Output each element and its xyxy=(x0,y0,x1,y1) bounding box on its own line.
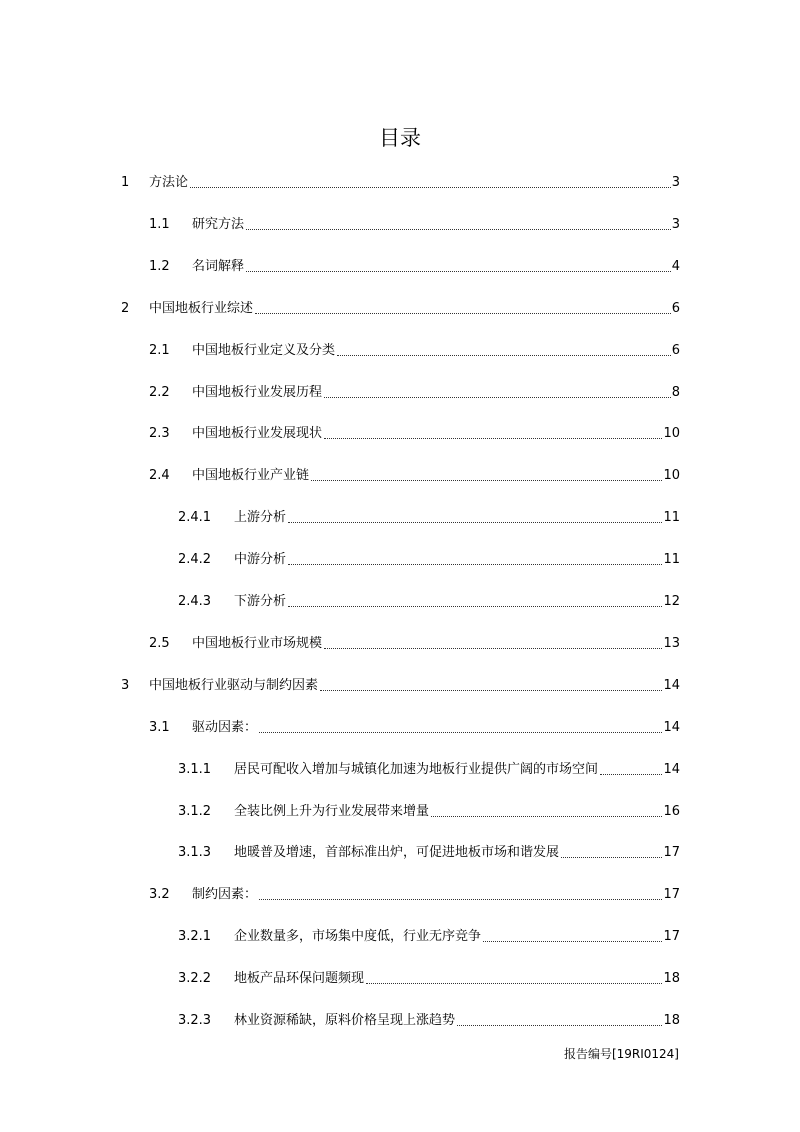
toc-entry-title: 中国地板行业驱动与制约因素 xyxy=(149,677,319,693)
page-title: 目录 xyxy=(379,126,421,150)
toc-dot-leader xyxy=(366,983,662,984)
toc-entry-page: 18 xyxy=(663,1013,680,1028)
toc-entry[interactable] xyxy=(149,715,680,737)
toc-entry-page: 14 xyxy=(663,719,680,735)
toc-dot-leader xyxy=(324,397,671,398)
toc-dot-leader xyxy=(259,899,662,900)
toc-entry-title: 林业资源稀缺，原料价格呈现上涨趋势 xyxy=(234,1013,456,1028)
toc-entry[interactable] xyxy=(178,757,680,779)
toc-entry-number: 3 xyxy=(121,677,130,693)
toc-entry[interactable] xyxy=(178,547,680,569)
toc-entry-title: 中游分析 xyxy=(234,552,287,568)
toc-entry[interactable] xyxy=(178,924,680,946)
toc-dot-leader xyxy=(320,690,662,691)
toc-dot-leader xyxy=(561,857,662,858)
toc-dot-leader xyxy=(255,313,671,314)
toc-entry-number: 2.4 xyxy=(149,468,170,484)
toc-entry-title: 下游分析 xyxy=(234,594,287,609)
toc-entry-title: 名词解释 xyxy=(192,258,245,274)
toc-entry-title: 中国地板行业发展历程 xyxy=(192,384,323,400)
toc-entry-number: 2.5 xyxy=(149,635,170,651)
toc-dot-leader xyxy=(190,187,671,188)
toc-dot-leader xyxy=(288,606,662,607)
toc-entry-number: 2.3 xyxy=(149,426,170,442)
toc-entry-number: 3.1.1 xyxy=(178,761,212,777)
toc-entry[interactable] xyxy=(121,170,680,192)
toc-entry[interactable] xyxy=(149,212,680,234)
toc-entry[interactable] xyxy=(178,840,680,862)
toc-entry-page: 6 xyxy=(671,300,680,316)
toc-entry-title: 全装比例上升为行业发展带来增量 xyxy=(234,803,430,819)
toc-entry-page: 11 xyxy=(663,552,680,568)
toc-entry[interactable] xyxy=(178,799,680,821)
toc-entry[interactable] xyxy=(121,296,680,318)
toc-dot-leader xyxy=(457,1025,662,1026)
toc-entry-title: 中国地板行业定义及分类 xyxy=(192,342,336,358)
toc-entry[interactable] xyxy=(178,966,680,988)
toc-entry-page: 18 xyxy=(663,971,680,987)
toc-entry-title: 中国地板行业产业链 xyxy=(192,468,310,484)
toc-entry-page: 14 xyxy=(663,761,680,777)
toc-entry-number: 3.2.3 xyxy=(178,1013,212,1028)
toc-entry-page: 3 xyxy=(671,216,680,232)
toc-entry[interactable] xyxy=(149,254,680,276)
toc-entry-title: 中国地板行业发展现状 xyxy=(192,426,323,442)
toc-dot-leader xyxy=(288,522,662,523)
toc-entry[interactable] xyxy=(178,505,680,527)
toc-entry-page: 11 xyxy=(663,510,680,526)
toc-entry-number: 1.2 xyxy=(149,258,170,274)
toc-entry-page: 12 xyxy=(663,594,680,609)
toc-dot-leader xyxy=(259,732,662,733)
toc-entry-title: 居民可配收入增加与城镇化加速为地板行业提供广阔的市场空间 xyxy=(234,761,599,777)
toc-entry-number: 2.1 xyxy=(149,342,170,358)
toc-dot-leader xyxy=(431,816,662,817)
toc-dot-leader xyxy=(288,564,662,565)
toc-entry-number: 3.2.2 xyxy=(178,971,212,987)
toc-entry[interactable] xyxy=(149,380,680,402)
toc-entry[interactable] xyxy=(149,338,680,360)
toc-entry-number: 2.4.2 xyxy=(178,552,212,568)
toc-entry-number: 2.4.3 xyxy=(178,594,212,609)
toc-entry-title: 上游分析 xyxy=(234,510,287,526)
toc-dot-leader xyxy=(324,648,662,649)
toc-entry[interactable] xyxy=(178,589,680,611)
toc-entry-page: 14 xyxy=(663,677,680,693)
toc-entry-number: 2 xyxy=(121,300,130,316)
toc-entry-number: 3.1.2 xyxy=(178,803,212,819)
toc-entry-number: 1 xyxy=(121,175,130,190)
toc-dot-leader xyxy=(324,438,662,439)
toc-dot-leader xyxy=(600,774,662,775)
toc-entry-page: 13 xyxy=(663,635,680,651)
toc-entry-page: 17 xyxy=(663,845,680,861)
toc-entry-title: 中国地板行业综述 xyxy=(149,300,254,316)
toc-entry-number: 2.4.1 xyxy=(178,510,212,526)
toc-dot-leader xyxy=(483,941,662,942)
toc-entry-title: 制约因素： xyxy=(192,887,258,903)
toc-entry[interactable] xyxy=(149,421,680,443)
toc-entry-page: 10 xyxy=(663,426,680,442)
report-code: 报告编号[19RI0124] xyxy=(563,1047,679,1061)
toc-entry-number: 3.2 xyxy=(149,887,170,903)
toc-entry[interactable] xyxy=(149,882,680,904)
toc-dot-leader xyxy=(311,480,662,481)
toc-entry-title: 研究方法 xyxy=(192,216,245,232)
toc-dot-leader xyxy=(246,271,671,272)
toc-entry-page: 17 xyxy=(663,929,680,945)
toc-entry[interactable] xyxy=(149,463,680,485)
toc-entry-page: 17 xyxy=(663,887,680,903)
toc-entry-number: 3.2.1 xyxy=(178,929,212,945)
toc-entry-title: 方法论 xyxy=(149,175,189,190)
toc-entry[interactable] xyxy=(178,1008,680,1030)
toc-entry-title: 地板产品环保问题频现 xyxy=(234,971,365,987)
toc-entry-page: 3 xyxy=(671,175,680,190)
toc-entry-page: 16 xyxy=(663,803,680,819)
toc-entry[interactable] xyxy=(121,673,680,695)
toc-entry-page: 6 xyxy=(671,342,680,358)
toc-entry-title: 驱动因素： xyxy=(192,719,258,735)
toc-entry-number: 1.1 xyxy=(149,216,170,232)
toc-entry-number: 2.2 xyxy=(149,384,170,400)
toc-dot-leader xyxy=(246,229,671,230)
toc-entry-number: 3.1.3 xyxy=(178,845,212,861)
toc-entry[interactable] xyxy=(149,631,680,653)
toc-entry-page: 8 xyxy=(671,384,680,400)
toc-dot-leader xyxy=(337,355,671,356)
toc-entry-title: 企业数量多，市场集中度低，行业无序竞争 xyxy=(234,929,482,945)
toc-entry-page: 10 xyxy=(663,468,680,484)
toc-entry-number: 3.1 xyxy=(149,719,170,735)
toc-entry-title: 地暖普及增速，首部标准出炉，可促进地板市场和谐发展 xyxy=(234,845,560,861)
toc-entry-title: 中国地板行业市场规模 xyxy=(192,635,323,651)
toc-entry-page: 4 xyxy=(671,258,680,274)
